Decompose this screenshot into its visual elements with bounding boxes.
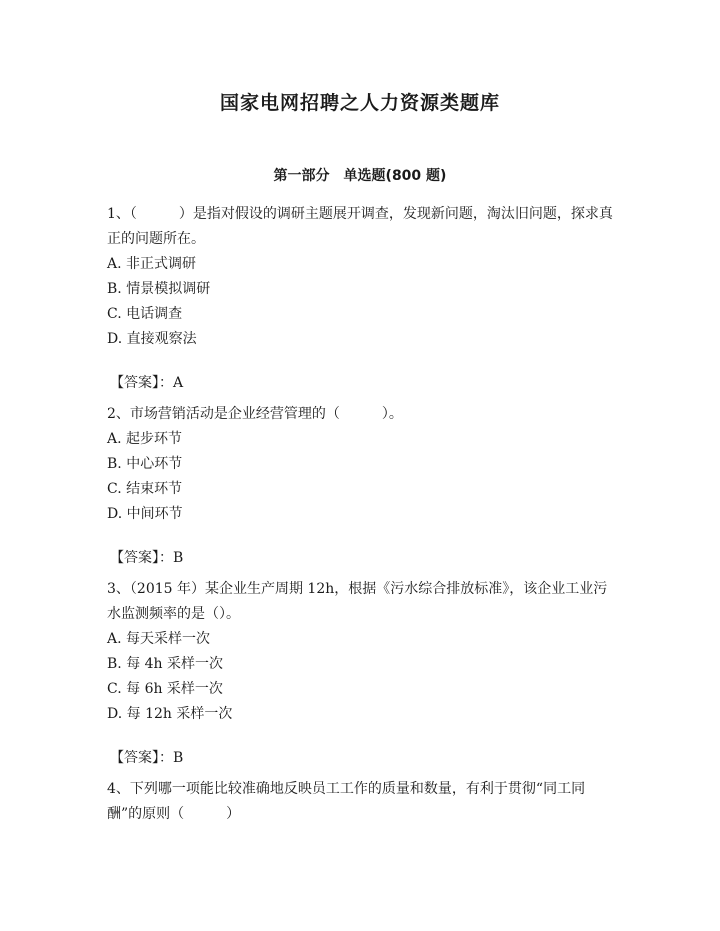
question-stem: 1、（ ）是指对假设的调研主题展开调查，发现新问题，淘汰旧问题，探求真正的问题所在。 — [107, 206, 613, 247]
option-a: A. 起步环节 — [107, 431, 183, 447]
option-b: B. 中心环节 — [107, 456, 183, 472]
question-stem: 4、下列哪一项能比较准确地反映员工工作的质量和数量，有利于贯彻“同工同酬”的原则（ ） — [107, 781, 586, 822]
question-4 — [107, 777, 615, 827]
question-2 — [107, 402, 615, 571]
option-b: B. 情景模拟调研 — [107, 281, 211, 297]
option-b: B. 每 4h 采样一次 — [107, 656, 224, 672]
option-a: A. 非正式调研 — [107, 256, 197, 272]
question-stem: 3、（2015 年）某企业生产周期 12h，根据《污水综合排放标准》，该企业工业污水监测频率的是（）。 — [107, 581, 608, 622]
section-title: 第一部分 单选题(800 题) — [273, 168, 447, 184]
question-1 — [107, 202, 615, 396]
option-c: C. 电话调查 — [107, 306, 183, 322]
question-stem: 2、市场营销活动是企业经营管理的（ ）。 — [107, 406, 403, 422]
answer-label: 【答案】：B — [110, 750, 184, 766]
question-3 — [107, 577, 615, 771]
answer-label: 【答案】：A — [110, 375, 184, 391]
option-d: D. 直接观察法 — [107, 331, 197, 347]
question-list — [107, 202, 615, 827]
option-d: D. 中间环节 — [107, 506, 183, 522]
answer-label: 【答案】：B — [110, 550, 184, 566]
option-d: D. 每 12h 采样一次 — [107, 706, 233, 722]
option-a: A. 每天采样一次 — [107, 631, 211, 647]
option-c: C. 每 6h 采样一次 — [107, 681, 223, 697]
option-c: C. 结束环节 — [107, 481, 183, 497]
document-title: 国家电网招聘之人力资源类题库 — [219, 92, 500, 114]
